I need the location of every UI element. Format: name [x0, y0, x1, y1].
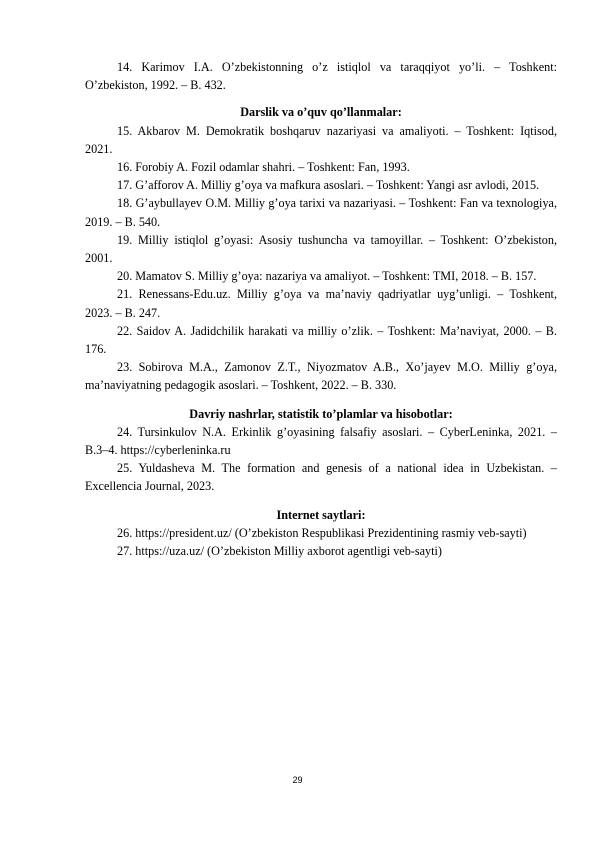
reference-item: 16. Forobiy A. Fozil odamlar shahri. – Toshkent: Fan, 1993.: [117, 160, 410, 175]
reference-item: 18. G’aybullayev O.M. Milliy g’oya tarixi va nazariyasi. – Toshkent: Fan va texnologiya, 2019. – B. 540.: [85, 196, 557, 229]
reference-item: 15. Akbarov M. Demokratik boshqaruv nazariyasi va amaliyoti. – Toshkent: Iqtisod, 2021.: [85, 123, 557, 156]
section-heading-periodicals: Davriy nashrlar, statistik to’plamlar va hisobotlar:: [189, 406, 453, 421]
reference-item: 17. G’afforov A. Milliy g’oya va mafkura asoslari. – Toshkent: Yangi asr avlodi, 2015.: [117, 178, 540, 193]
reference-item: 14. Karimov I.A. O’zbekistonning o’z istiqlol va taraqqiyot yo’li. – Toshkent: O’zbekiston, 1992. – B. 432.: [85, 60, 557, 93]
reference-item: 23. Sobirova M.A., Zamonov Z.T., Niyozmatov A.B., Xo’jayev M.O. Milliy g’oya, ma’naviyatning pedagogik asoslari. – Toshkent, 2022. – B. 330.: [85, 360, 557, 393]
reference-item: 24. Tursinkulov N.A. Erkinlik g’oyasining falsafiy asoslari. – CyberLeninka, 2021. – B.3–4. https://cyberleninka.ru: [85, 424, 557, 458]
reference-item: 19. Milliy istiqlol g’oyasi: Asosiy tushuncha va tamoyillar. – Toshkent: O’zbekiston, 2001.: [85, 232, 557, 266]
reference-item: 22. Saidov A. Jadidchilik harakati va milliy o’zlik. – Toshkent: Ma’naviyat, 2000. – B. 176.: [85, 323, 557, 357]
section-heading-textbooks: Darslik va o’quv qo’llanmalar:: [240, 105, 402, 120]
reference-item: 26. https://president.uz/ (O’zbekiston Respublikasi Prezidentining rasmiy veb-sayti): [117, 525, 527, 540]
page-number: 29: [292, 775, 303, 785]
reference-item: 25. Yuldasheva M. The formation and genesis of a national idea in Uzbekistan. – Excellencia Journal, 2023.: [85, 461, 557, 494]
reference-item: 20. Mamatov S. Milliy g’oya: nazariya va amaliyot. – Toshkent: TMI, 2018. – B. 157.: [117, 269, 537, 284]
page-content: [85, 58, 557, 560]
reference-item: 21. Renessans-Edu.uz. Milliy g’oya va ma’naviy qadriyatlar uyg’unligi. – Toshkent, 2023. – B. 247.: [85, 287, 557, 320]
reference-item: 27. https://uza.uz/ (O’zbekiston Milliy axborot agentligi veb-sayti): [117, 544, 442, 559]
section-heading-internet: Internet saytlari:: [276, 507, 366, 522]
